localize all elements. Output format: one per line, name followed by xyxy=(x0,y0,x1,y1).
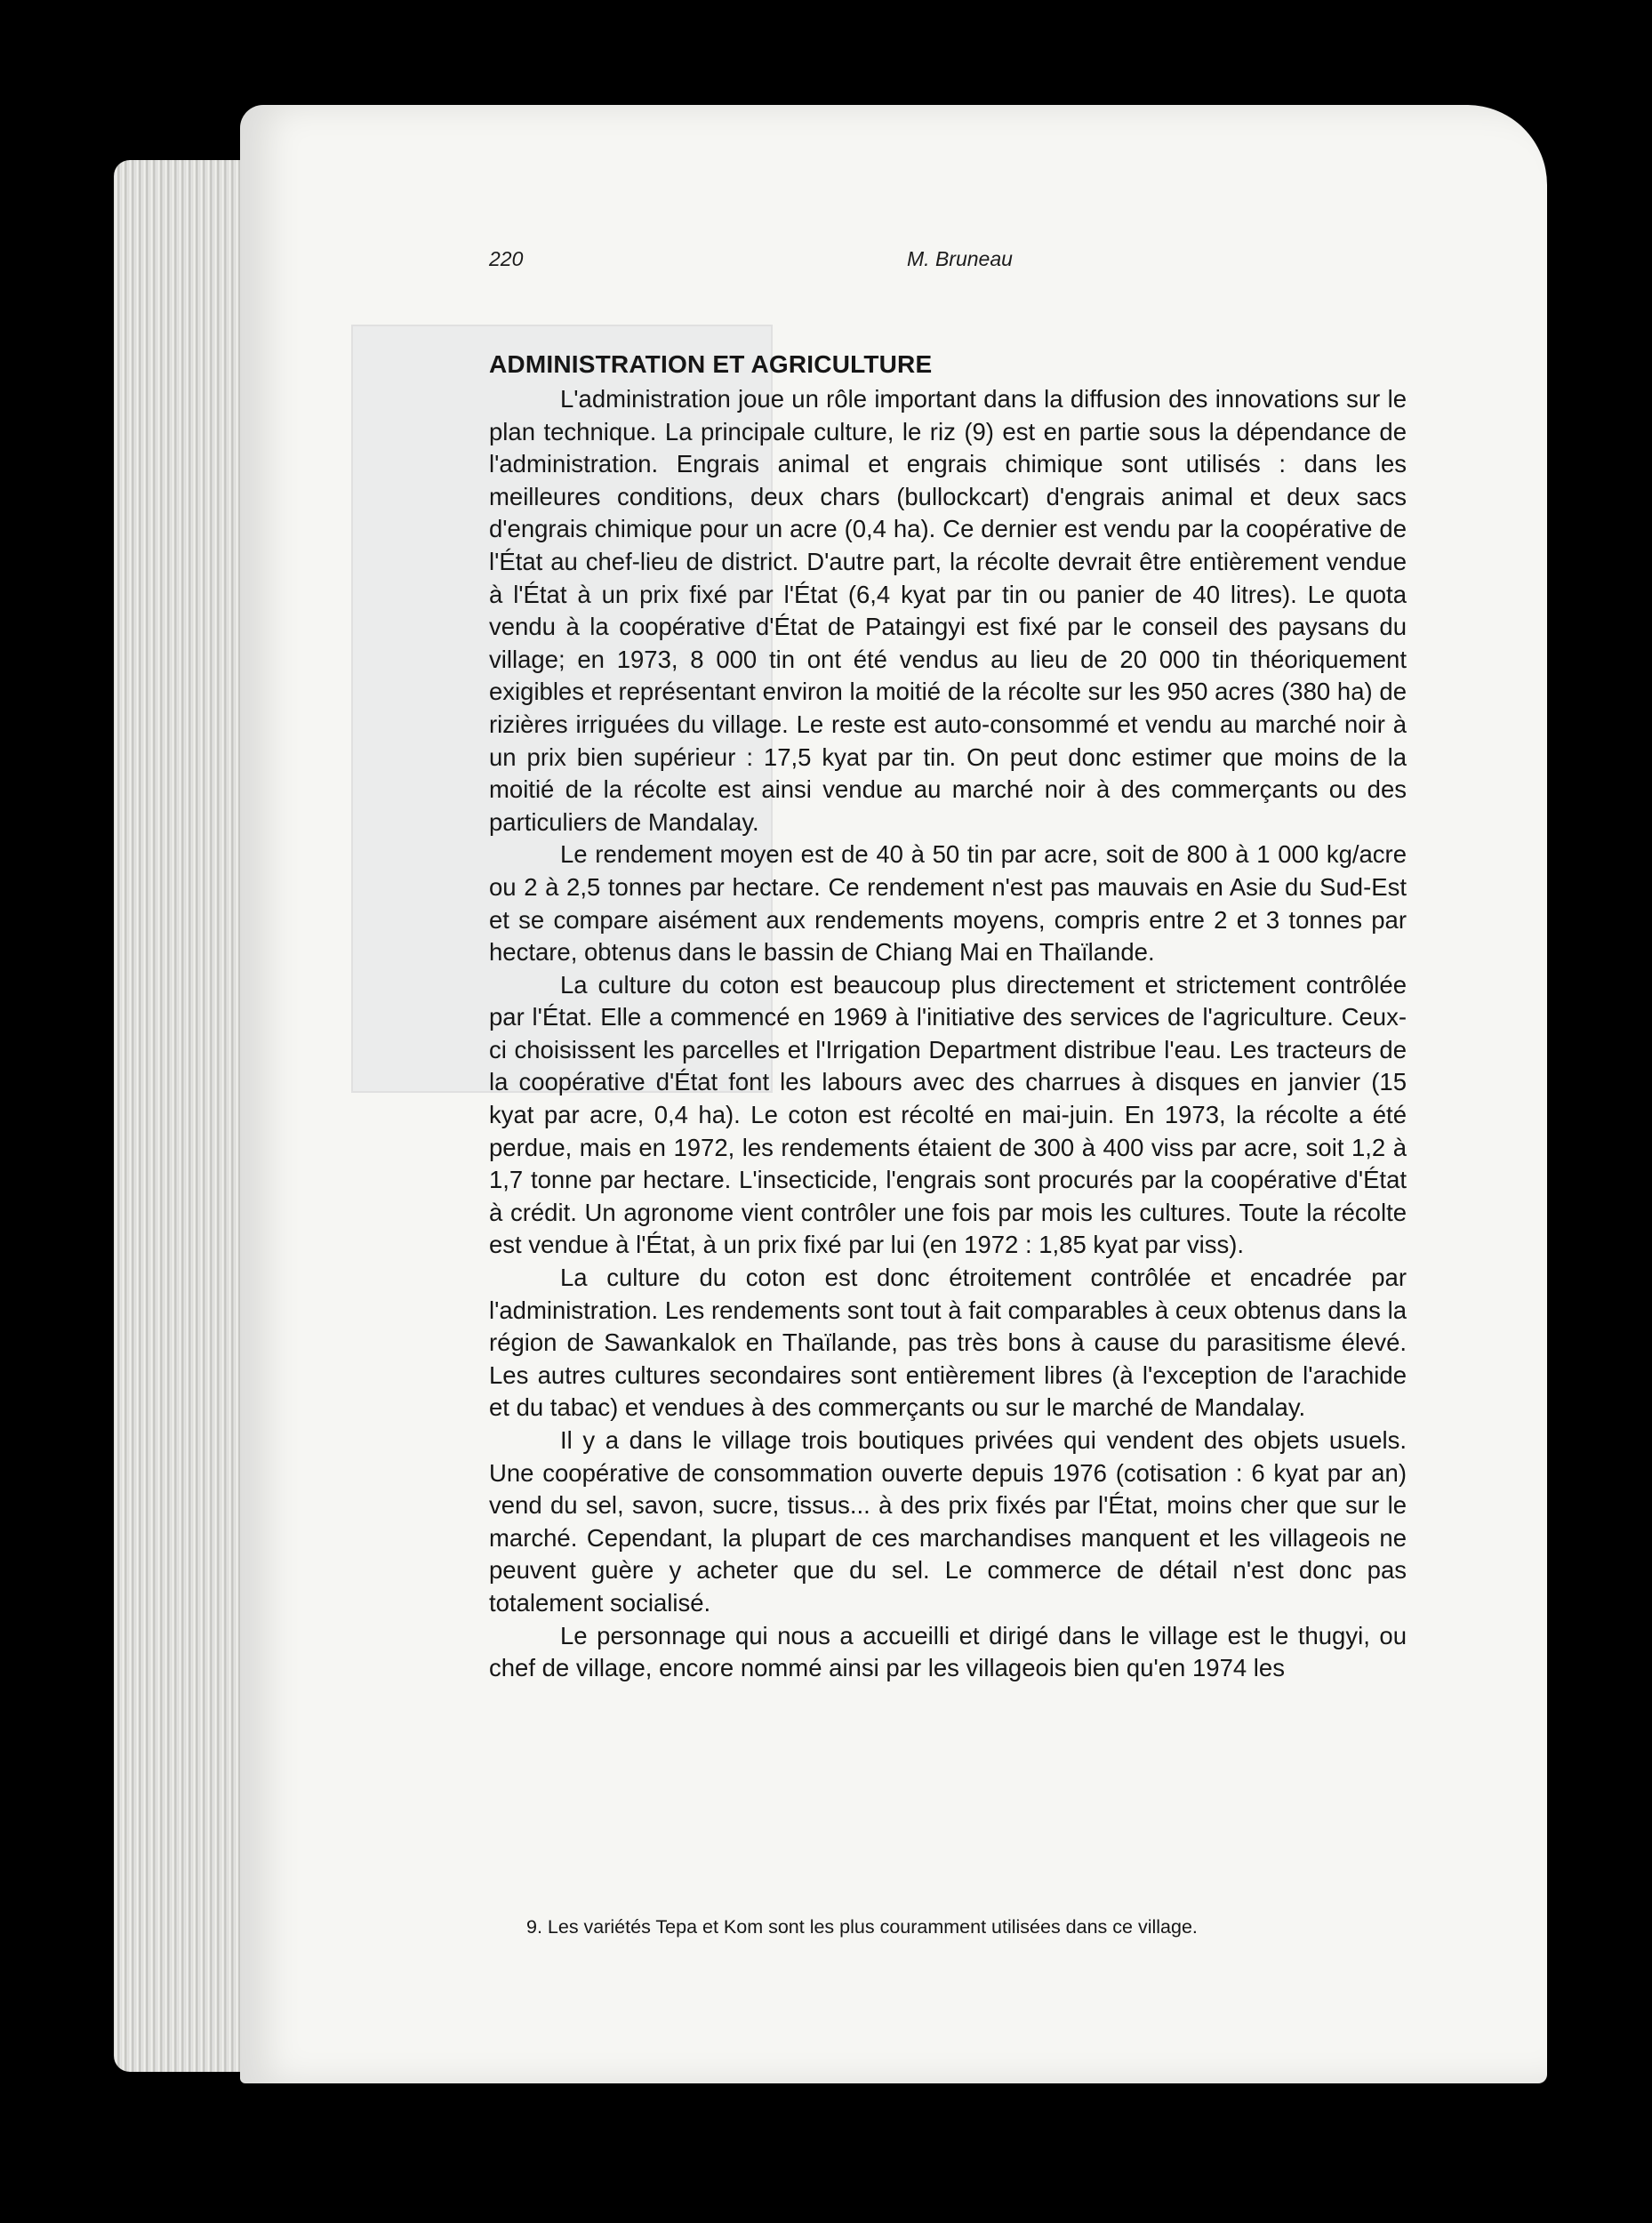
section-heading: ADMINISTRATION ET AGRICULTURE xyxy=(489,350,933,378)
paragraph: L'administration joue un rôle important dans la diffusion des innovations sur le plan technique. La principale culture, le riz (9) est en partie sous la dépendance de l'administration. Engrais animal et engrais chimique sont utilisés : dans les meilleures conditions, deux chars (bullockcart) d'engrais animal et deux sacs d'engrais chimique pour un acre (0,4 ha). Ce dernier est vendu par la coopérative de l'État au chef-lieu de district. D'autre part, la récolte devrait être entièrement vendue à l'État à un prix fixé par l'État (6,4 kyat par tin ou panier de 40 litres). Le quota vendu à la coopérative d'État de Pataingyi est fixé par le conseil des paysans du village; en 1973, 8 000 tin ont été vendus au lieu de 20 000 tin théoriquement exigibles et représentant environ la moitié de la récolte sur les 950 acres (380 ha) de rizières irriguées du village. Le reste est auto-consommé et vendu au marché noir à un prix bien supérieur : 17,5 kyat par tin. On peut donc estimer que moins de la moitié de la récolte est ainsi vendue au marché noir à des commerçants ou des particuliers de Mandalay. xyxy=(489,385,1407,836)
paragraph: La culture du coton est beaucoup plus directement et strictement contrôlée par l'État. Elle a commencé en 1969 à l'initiative des services de l'agriculture. Ceux-ci choisissent les parcelles et l'Irrigation Department distribue l'eau. Les tracteurs de la coopérative d'État font les labours avec des charrues à disques en janvier (15 kyat par acre, 0,4 ha). Le coton est récolté en mai-juin. En 1973, la récolte a été perdue, mais en 1972, les rendements étaient de 300 à 400 viss par acre, soit 1,2 à 1,7 tonne par hectare. L'insecticide, l'engrais sont procurés par la coopérative d'État à crédit. Un agronome vient contrôler une fois par mois les cultures. Toute la récolte est vendue à l'État, à un prix fixé par lui (en 1972 : 1,85 kyat par viss). xyxy=(489,970,1407,1259)
paragraph: Le personnage qui nous a accueilli et dirigé dans le village est le thugyi, ou chef de village, encore nommé ainsi par les villageois bien qu'en 1974 les xyxy=(489,1621,1407,1682)
paragraph: La culture du coton est donc étroitement contrôlée et encadrée par l'administration. Les rendements sont tout à fait comparables à ceux obtenus dans la région de Sawankalok en Thaïlande, pas très bons à cause du parasitisme élevé. Les autres cultures secondaires sont entièrement libres (à l'exception de l'arachide et du tabac) et vendues à des commerçants ou sur le marché de Mandalay. xyxy=(489,1264,1407,1422)
page-body xyxy=(489,349,1407,1685)
footnote: 9. Les variétés Tepa et Kom sont les plus couramment utilisées dans ce village. xyxy=(526,1916,1198,1938)
paragraph: Il y a dans le village trois boutiques privées qui vendent des objets usuels. Une coopérative de consommation ouverte depuis 1976 (cotisation : 6 kyat par an) vend du sel, savon, sucre, tissus... à des prix fixés par l'État, moins cher que sur le marché. Cependant, la plupart de ces marchandises manquent et les villageois ne peuvent guère y acheter que du sel. Le commerce de détail n'est donc pas totalement socialisé. xyxy=(489,1426,1407,1617)
running-title-author: M. Bruneau xyxy=(907,247,1013,270)
page-header xyxy=(489,247,1405,279)
paragraph: Le rendement moyen est de 40 à 50 tin par acre, soit de 800 à 1 000 kg/acre ou 2 à 2,5 tonnes par hectare. Ce rendement n'est pas mauvais en Asie du Sud-Est et se compare aisément aux rendements moyens, compris entre 2 et 3 tonnes par hectare, obtenus dans le bassin de Chiang Mai en Thaïlande. xyxy=(489,840,1407,967)
page-number: 220 xyxy=(489,247,524,270)
